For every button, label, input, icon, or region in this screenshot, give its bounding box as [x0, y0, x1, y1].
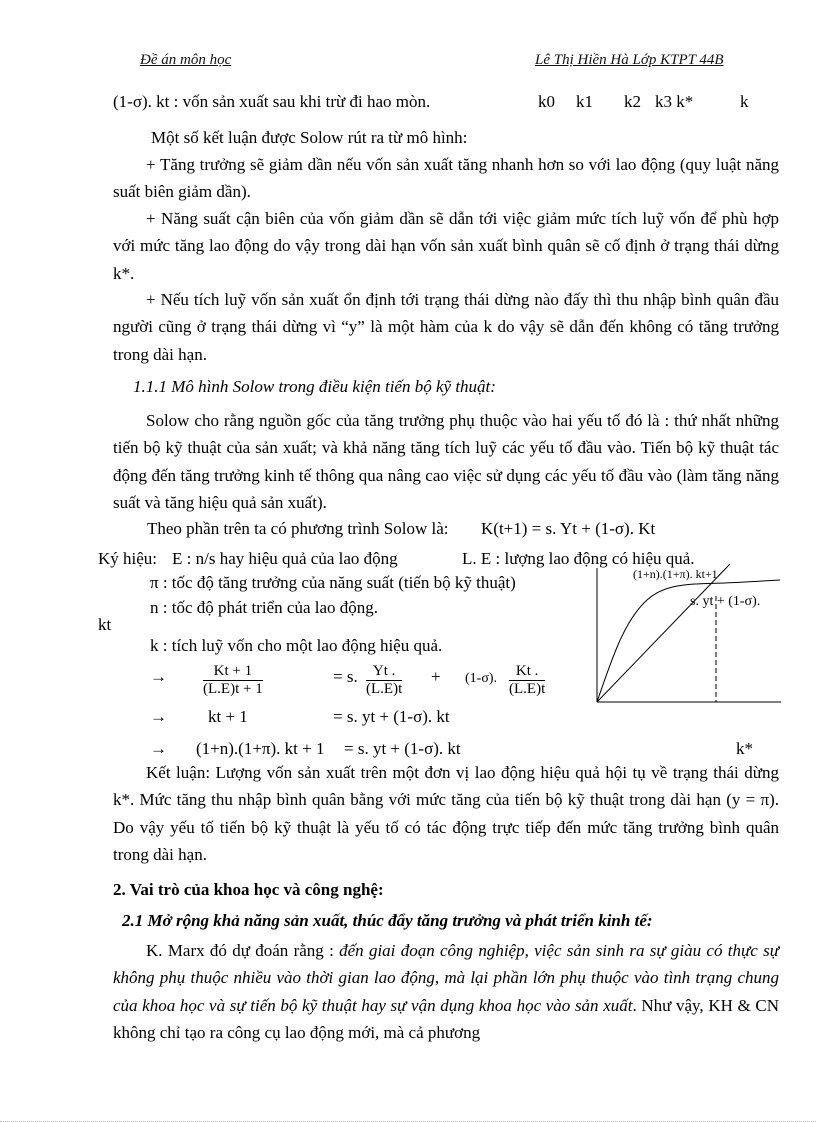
para-solow: Solow cho rằng nguồn gốc của tăng trưởng phụ thuộc vào hai yếu tố đó là : thứ nhất những tiến bộ kỹ thuật của sản xuất; và khả năng tăng tích luỹ các yếu tố đầu vào. Tiến bộ kỹ thuật tác động đến tăng trưởng kinh tế thông qua nâng cao việc sử dụng các yếu tố đầu vào (làm tăng năng suất và tăng hiệu quả sản xuất). [113, 411, 779, 512]
frac-yt-den: (L.E)t [366, 681, 403, 697]
solow-graph [585, 560, 785, 740]
frac-yt [366, 663, 402, 698]
frac-kt-num: Kt . [509, 663, 545, 681]
symbols-heading: Ký hiệu: [98, 549, 158, 568]
arrow-2: → [150, 707, 167, 726]
coef-sigma: (1-σ). [465, 671, 498, 686]
k3-kstar-label: k3 k* [655, 92, 694, 111]
row2-lhs: kt + 1 [208, 707, 248, 726]
solow-equation: K(t+1) = s. Yt + (1-σ). Kt [481, 519, 656, 538]
page-bottom-divider [0, 1121, 816, 1122]
graph-x-label: k* [736, 739, 753, 758]
frac-kt1-den: (L.E)t + 1 [203, 681, 263, 697]
conclusion-1: + Tăng trưởng sẽ giảm dần nếu vốn sản xuất tăng nhanh hơn so với lao động (quy luật năng suất biên giảm dần). [113, 155, 779, 202]
section-heading-21: 2.1 Mở rộng khả năng sản xuất, thúc đẩy tăng trưởng và phát triển kinh tế: [122, 911, 653, 930]
plus-sign: + [431, 667, 441, 686]
symbol-n: n : tốc độ phát triển của lao động. [150, 598, 379, 617]
para-marx-quote: đến giai đoạn công nghiệp, việc sản sinh ra sự giàu có thực sự không phụ thuộc nhiều vào thời gian lao động, mà lại phần lớn phụ thuộc vào tình trạng chung của khoa học và sự tiến bộ kỹ thuật hay sự vận dụng khoa học vào sản xuất [113, 941, 779, 1015]
header-left: Đề án môn học [140, 52, 232, 68]
symbol-k: k : tích luỹ vốn cho một lao động hiệu quả. [150, 636, 443, 655]
frac-kt-den: (L.E)t [509, 681, 546, 697]
row3-lhs: (1+n).(1+π). kt + 1 [196, 739, 325, 758]
intro-text: Một số kết luận được Solow rút ra từ mô hình: [151, 128, 468, 147]
equation-intro: Theo phần trên ta có phương trình Solow là: [147, 519, 449, 538]
frac-kt [509, 663, 545, 698]
k-label: k [740, 92, 749, 111]
frac-yt-num: Yt . [366, 663, 402, 681]
k1-label: k1 [576, 92, 593, 111]
symbol-le: L. E : lượng lao động có hiệu quả. [462, 549, 695, 568]
eq-s: = s. [333, 667, 358, 686]
k0-label: k0 [538, 92, 555, 111]
arrow-1: → [150, 667, 167, 686]
conclusion-2: + Năng suất cận biên của vốn giảm dần sẽ dẫn tới việc giảm mức tích luỹ vốn để phù hợp với mức tăng lao động do vậy trong dài hạn vốn sản xuất bình quân sẽ cố định ở trạng thái dừng k*. [113, 209, 779, 283]
header-right: Lê Thị Hiền Hà Lớp KTPT 44B [535, 52, 724, 68]
section-heading-111: 1.1.1 Mô hình Solow trong điều kiện tiến bộ kỹ thuật: [133, 377, 496, 396]
graph-line-label: (1+n).(1+π). kt+1 [633, 567, 718, 581]
frac-kt1-num: Kt + 1 [203, 663, 263, 681]
section-heading-2: 2. Vai trò của khoa học và công nghệ: [113, 880, 384, 899]
arrow-3: → [150, 739, 167, 758]
para-marx-lead: K. Marx đó dự đoán rằng : [146, 941, 340, 960]
para-conclusion: Kết luận: Lượng vốn sản xuất trên một đơn vị lao động hiệu quả hội tụ về trạng thái dừng k*. Mức tăng thu nhập bình quân bằng với mức tăng của tiến bộ kỹ thuật trong dài hạn (y = π). Do vậy yếu tố tiến bộ kỹ thuật là yếu tố có tác động trực tiếp đến mức tăng trưởng bình quân trong dài hạn. [113, 763, 779, 864]
graph-y-axis-label: kt [98, 615, 112, 634]
symbol-pi: π : tốc độ tăng trưởng của năng suất (tiến bộ kỹ thuật) [150, 573, 516, 592]
frac-kt1 [203, 663, 263, 698]
row3-rhs: = s. yt + (1-σ). kt [344, 739, 461, 758]
line1-text: (1-σ). kt : vốn sản xuất sau khi trừ đi hao mòn. [113, 92, 431, 111]
k2-label: k2 [624, 92, 641, 111]
conclusion-3: + Nếu tích luỹ vốn sản xuất ổn định tới trạng thái dừng nào đấy thì thu nhập bình quân đầu người cũng ở trạng thái dừng vì “y” là một hàm của k do vậy sẽ dẫn đến không có tăng trưởng trong dài hạn. [113, 290, 779, 364]
symbol-e: E : n/s hay hiệu quả của lao động [172, 549, 398, 568]
para-marx-tail: . Như vậy, KH & CN không chỉ tạo ra công cụ lao động mới, mà cả phương [113, 995, 779, 1042]
row2-rhs: = s. yt + (1-σ). kt [333, 707, 450, 726]
para-marx [113, 937, 779, 1046]
graph-curve-label: s. yt + (1-σ). [690, 594, 761, 609]
graph-line-45 [597, 564, 730, 702]
